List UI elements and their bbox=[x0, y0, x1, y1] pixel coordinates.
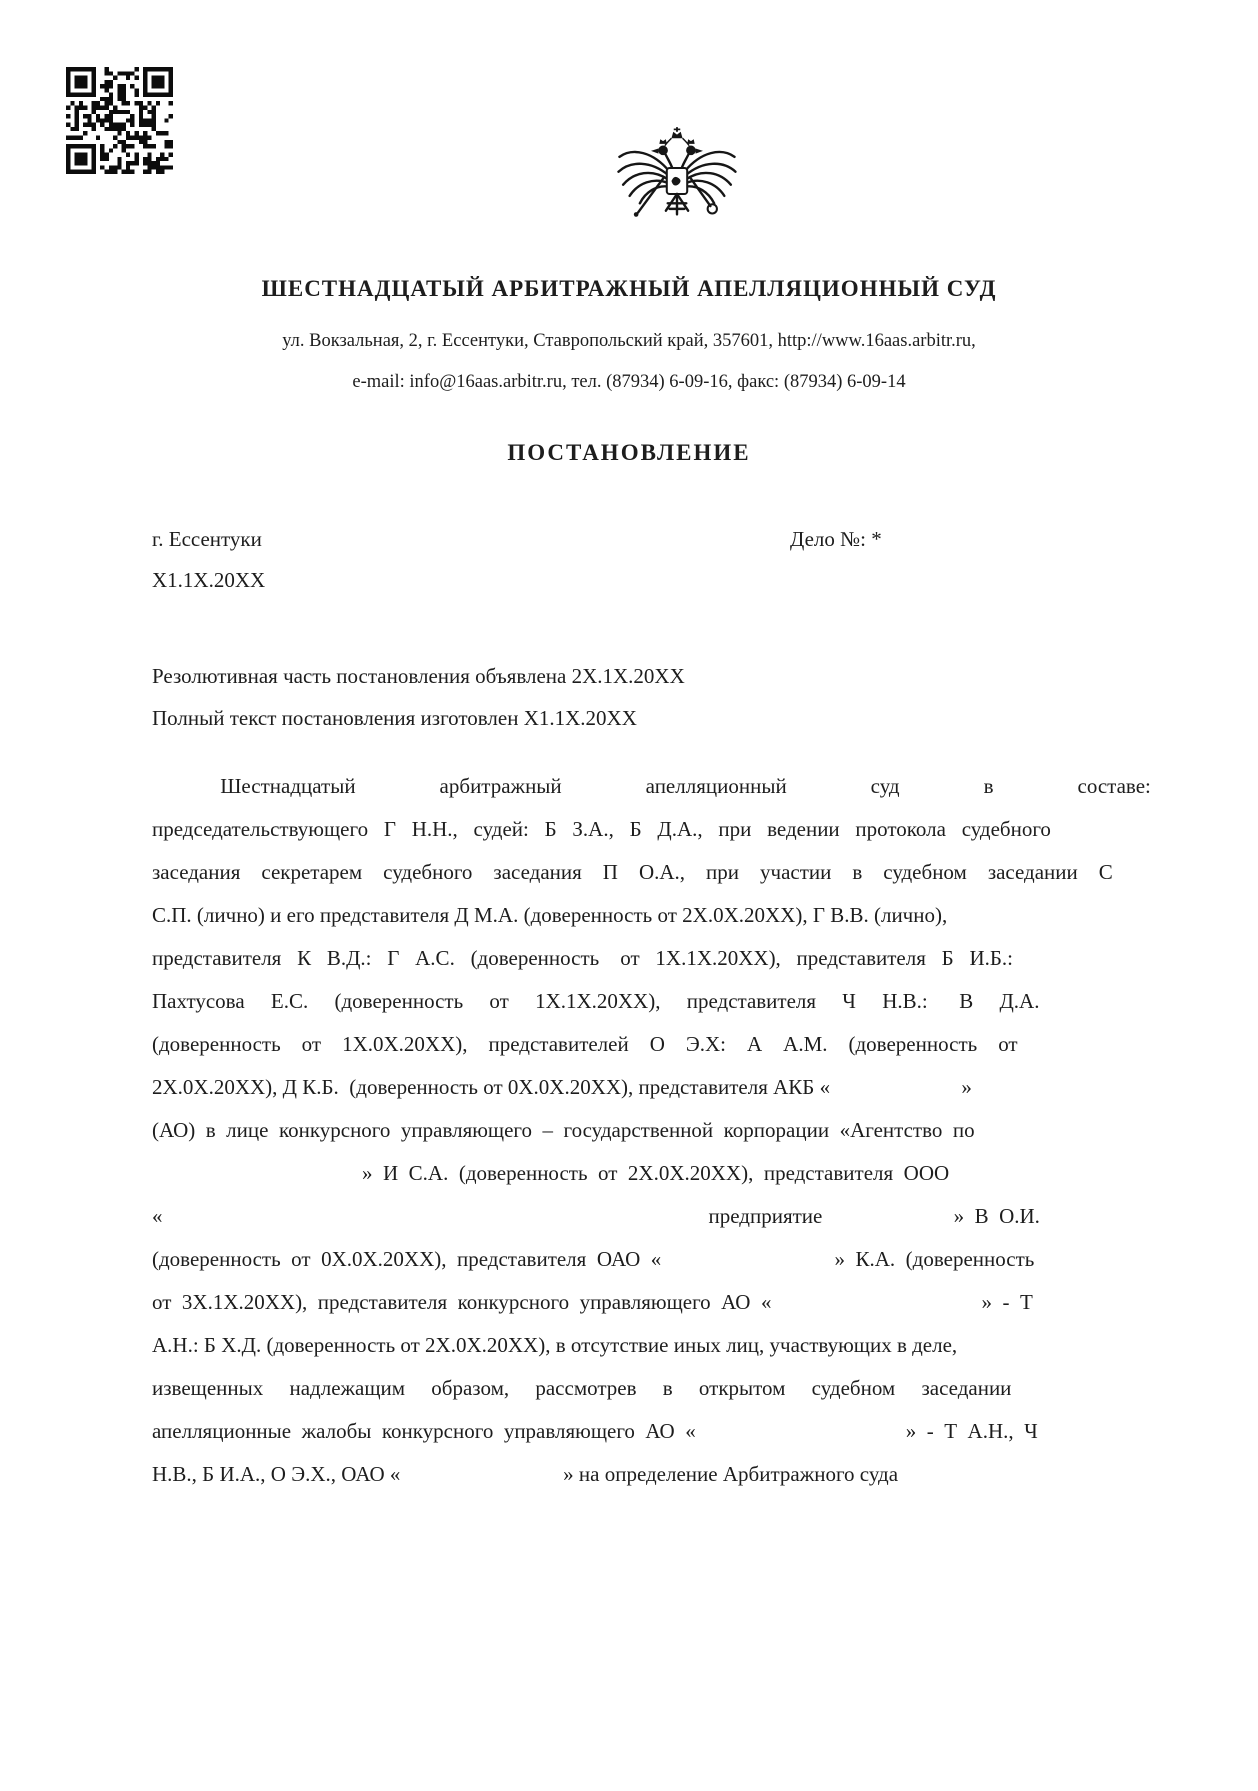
body-line: Пахтусова Е.С. (доверенность от 1Х.1Х.20ХХ), представителя Ч Н.В.: В Д.А. bbox=[152, 989, 1040, 1013]
body-line: 2Х.0Х.20ХХ), Д К.Б. (доверенность от 0Х.0Х.20ХХ), представителя АКБ « » bbox=[152, 1075, 972, 1099]
case-number: Дело №: * bbox=[790, 527, 882, 551]
document-title: ПОСТАНОВЛЕНИЕ bbox=[507, 440, 751, 465]
body-line: председательствующего Г Н.Н., судей: Б З.А., Б Д.А., при ведении протокола судебного bbox=[152, 817, 1051, 841]
body-line: заседания секретарем судебного заседания П О.А., при участии в судебном заседании С bbox=[152, 860, 1113, 884]
body-line: извещенных надлежащим образом, рассмотрев в открытом судебном заседании bbox=[152, 1376, 1012, 1400]
document-date: Х1.1Х.20ХХ bbox=[152, 568, 266, 592]
body-line: апелляционные жалобы конкурсного управляющего АО « » - Т А.Н., Ч bbox=[152, 1419, 1038, 1443]
russian-coat-of-arms-icon bbox=[612, 124, 742, 238]
body-line: (доверенность от 1Х.0Х.20ХХ), представителей О Э.Х: А А.М. (доверенность от bbox=[152, 1032, 1018, 1056]
court-address-line2: e-mail: info@16aas.arbitr.ru, тел. (87934) 6-09-16, факс: (87934) 6-09-14 bbox=[352, 372, 906, 392]
full-text-line: Полный текст постановления изготовлен Х1.1Х.20ХХ bbox=[152, 706, 637, 730]
body-line: представителя К В.Д.: Г А.С. (доверенность от 1Х.1Х.20ХХ), представителя Б И.Б.: bbox=[152, 946, 1014, 970]
qr-code-image bbox=[66, 67, 173, 174]
body-line: Шестнадцатый арбитражный апелляционный суд в составе: bbox=[152, 774, 1151, 798]
court-name-heading: ШЕСТНАДЦАТЫЙ АРБИТРАЖНЫЙ АПЕЛЛЯЦИОННЫЙ СУД bbox=[261, 276, 997, 301]
body-line: » И С.А. (доверенность от 2Х.0Х.20ХХ), представителя ООО bbox=[152, 1161, 950, 1185]
body-line: А.Н.: Б Х.Д. (доверенность от 2Х.0Х.20ХХ), в отсутствие иных лиц, участвующих в деле, bbox=[152, 1333, 958, 1357]
body-line: от 3Х.1Х.20ХХ), представителя конкурсного управляющего АО « » - Т bbox=[152, 1290, 1033, 1314]
place-line: г. Ессентуки bbox=[152, 527, 262, 551]
body-line: С.П. (лично) и его представителя Д М.А. (доверенность от 2Х.0Х.20ХХ), Г В.В. (лично), bbox=[152, 903, 948, 927]
resolutive-part-line: Резолютивная часть постановления объявлена 2Х.1Х.20ХХ bbox=[152, 664, 685, 688]
body-line: Н.В., Б И.А., О Э.Х., ОАО « » на определение Арбитражного суда bbox=[152, 1462, 899, 1486]
body-paragraph bbox=[152, 765, 1151, 1496]
body-line: (АО) в лице конкурсного управляющего – государственной корпорации «Агентство по bbox=[152, 1118, 975, 1142]
body-line: (доверенность от 0Х.0Х.20ХХ), представителя ОАО « » К.А. (доверенность bbox=[152, 1247, 1035, 1271]
court-address-line1: ул. Вокзальная, 2, г. Ессентуки, Ставропольский край, 357601, http://www.16aas.arbitr.ru, bbox=[282, 331, 976, 351]
body-line: « предприятие » В О.И. bbox=[152, 1204, 1040, 1228]
